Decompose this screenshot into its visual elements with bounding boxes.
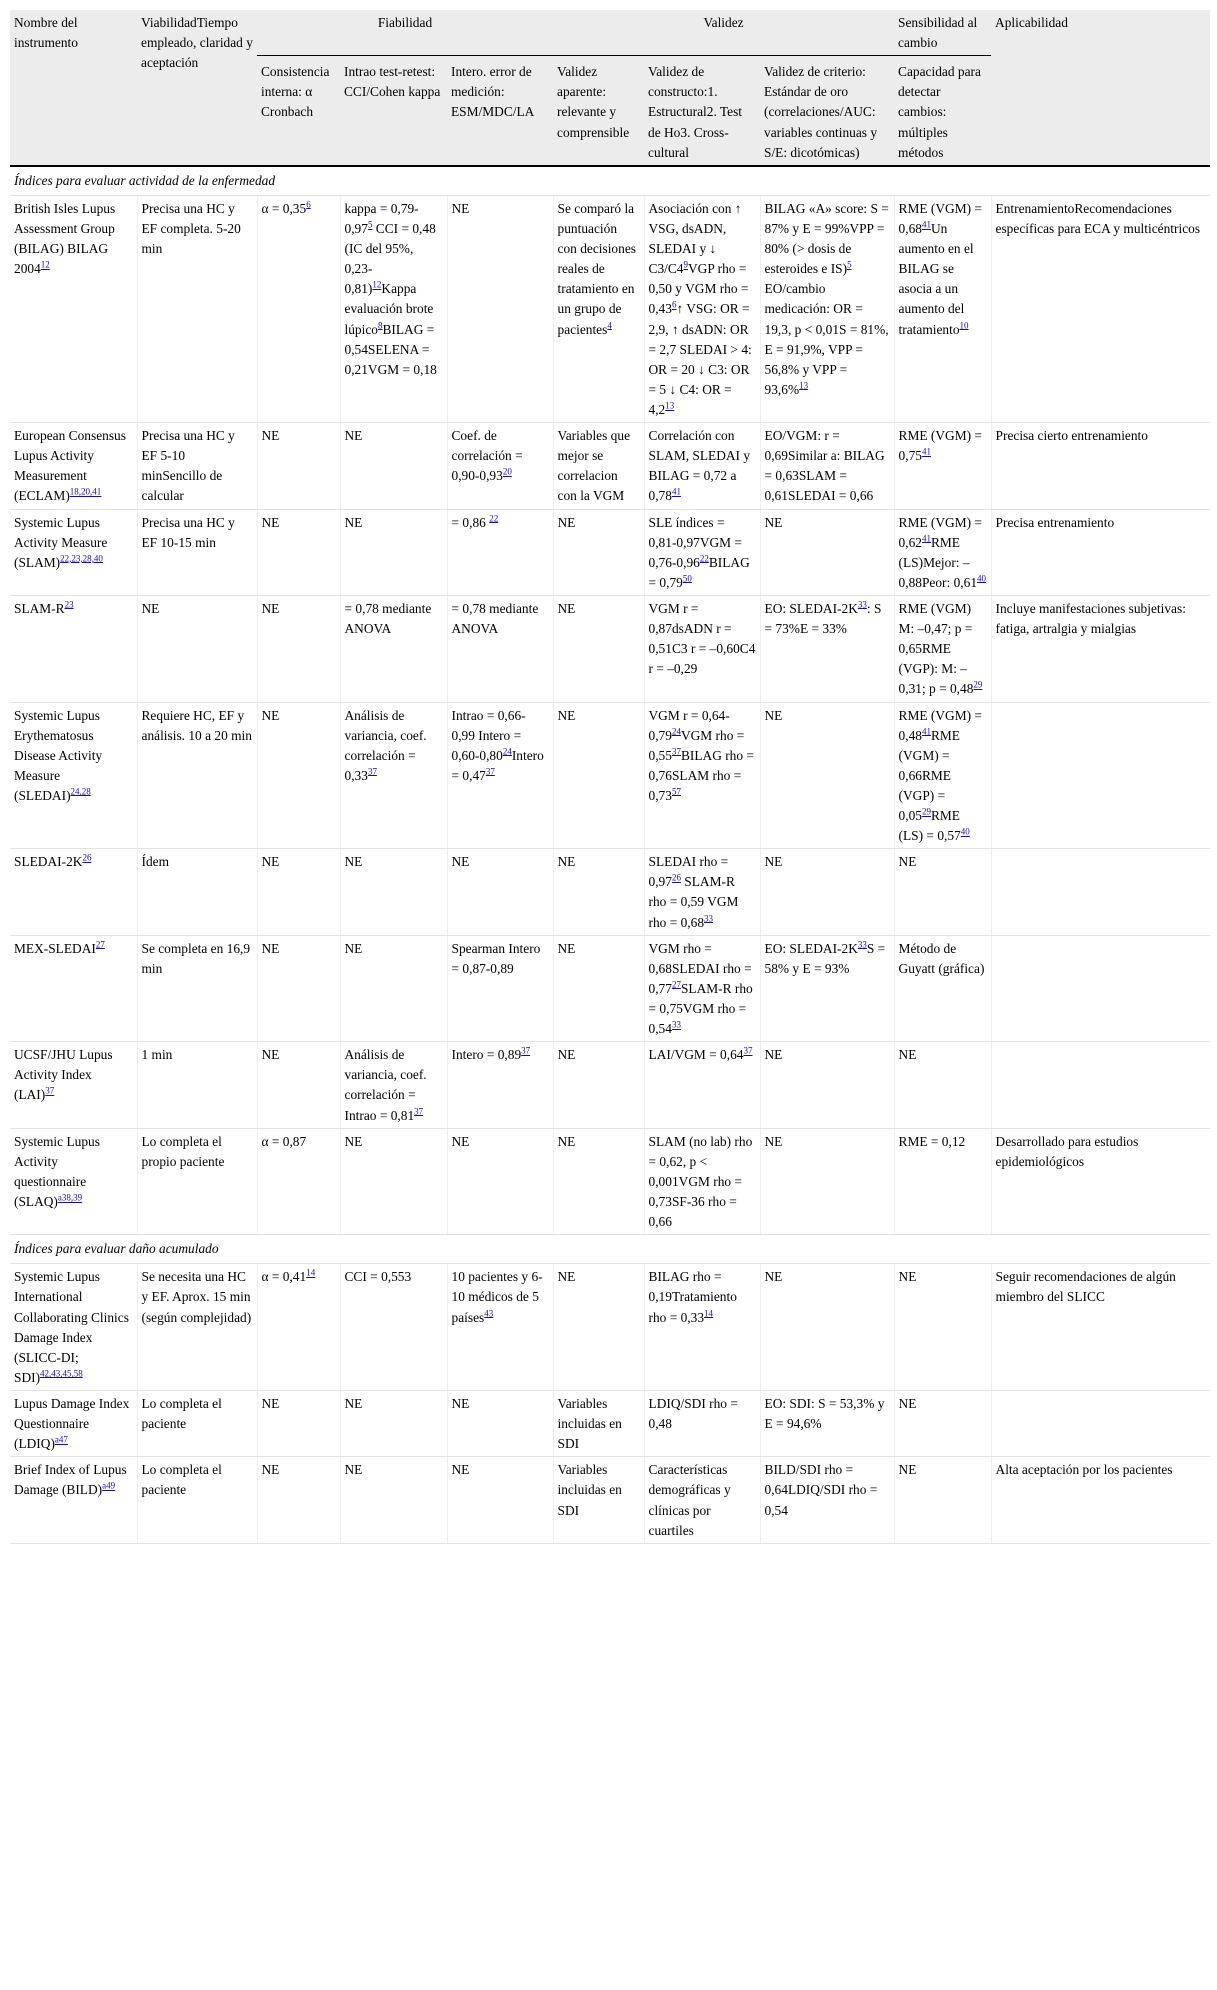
cell-validez-aparente: Variables incluidas en SDI — [553, 1457, 644, 1543]
cell-text: SLAM-R rho = 0,59 VGM rho = 0,68 — [648, 874, 739, 930]
col-header-constructo: Validez de constructo:1. Estructural2. Test de Ho3. Cross-cultural — [644, 56, 760, 166]
col-header-intero: Intero. error de medición: ESM/MDC/LA — [447, 56, 553, 166]
reference-link[interactable]: 41 — [921, 219, 931, 230]
table-row — [10, 1264, 1210, 1391]
reference-link[interactable]: 5 — [367, 219, 373, 230]
cell-instrument-name — [10, 423, 137, 509]
cell-sensibilidad: NE — [894, 849, 991, 935]
cell-validez-criterio: NE — [760, 702, 894, 849]
reference-link[interactable]: 37 — [743, 1045, 753, 1056]
cell-instrument-name — [10, 1264, 137, 1391]
col-header-aplicabilidad: Aplicabilidad — [991, 10, 1210, 166]
cell-aplicabilidad — [991, 1042, 1210, 1128]
cell-text: Intrao = 0,66-0,99 Intero = 0,60-0,80 — [451, 707, 526, 763]
table-row — [10, 195, 1210, 422]
cell-text: MEX-SLEDAI — [14, 940, 96, 956]
cell-aplicabilidad: Seguir recomendaciones de algún miembro del SLICC — [991, 1264, 1210, 1391]
table-row — [10, 1391, 1210, 1457]
col-header-intrao: Intrao test-retest: CCI/Cohen kappa — [340, 56, 447, 166]
cell-consistencia: NE — [257, 595, 340, 702]
cell-text: CCI = 0,48 (IC del 95%, 0,23-0,81) — [344, 220, 436, 297]
cell-validez-criterio — [760, 595, 894, 702]
cell-text: SLEDAI-2K — [14, 854, 83, 870]
cell-validez-constructo: Características demográficas y clínicas por cuartiles — [644, 1457, 760, 1543]
reference-link[interactable]: 5 — [847, 259, 852, 270]
cell-text: British Isles Lupus Assessment Group (BILAG) BILAG 2004 — [14, 200, 116, 277]
cell-text: Lupus Damage Index Questionnaire (LDIQ) — [14, 1396, 130, 1452]
table-row — [10, 1457, 1210, 1543]
cell-text: kappa = 0,79-0,97 — [344, 200, 419, 236]
reference-link[interactable]: 37 — [414, 1106, 424, 1117]
cell-text: VGM rho = 0,68SLEDAI rho = 0,77 — [648, 940, 752, 996]
cell-validez-aparente: NE — [553, 1128, 644, 1235]
cell-instrument-name — [10, 702, 137, 849]
cell-validez-aparente: NE — [553, 1042, 644, 1128]
cell-validez-constructo — [644, 935, 760, 1042]
col-header-criterio: Validez de criterio: Estándar de oro (correlaciones/AUC: variables continuas y S/E: dicotómicas) — [760, 56, 894, 166]
cell-validez-criterio: NE — [760, 509, 894, 595]
cell-aplicabilidad: Desarrollado para estudios epidemiológicos — [991, 1128, 1210, 1235]
cell-intero: NE — [447, 1391, 553, 1457]
cell-aplicabilidad: Precisa cierto entrenamiento — [991, 423, 1210, 509]
cell-text: EO: SLEDAI-2K — [764, 600, 858, 616]
cell-text: ↑ VSG: OR = 2,9, ↑ dsADN: OR = 2,7 SLEDAI > 4: OR = 20 ↓ C3: OR = 5 ↓ C4: OR = 4,2 — [648, 301, 752, 417]
col-header-sensibilidad: Sensibilidad al cambio — [894, 10, 991, 56]
col-header-fiabilidad: Fiabilidad — [257, 10, 553, 56]
cell-viabilidad: Precisa una HC y EF 5-10 minSencillo de calcular — [137, 423, 257, 509]
cell-viabilidad: NE — [137, 595, 257, 702]
cell-aplicabilidad — [991, 849, 1210, 935]
cell-consistencia: NE — [257, 1457, 340, 1543]
cell-text: Coef. de correlación = 0,90-0,93 — [451, 428, 523, 484]
cell-viabilidad: Se necesita una HC y EF. Aprox. 15 min (según complejidad) — [137, 1264, 257, 1391]
cell-sensibilidad: RME = 0,12 — [894, 1128, 991, 1235]
cell-text: RME (VGM) M: –0,47; p = 0,65RME (VGP): M: –0,31; p = 0,48 — [898, 600, 974, 697]
cell-text: Se comparó la puntuación con decisiones reales de tratamiento en un grupo de pacientes — [557, 200, 636, 337]
reference-link[interactable]: 26 — [82, 852, 92, 863]
cell-text: : S = 73%E = 33% — [764, 600, 882, 637]
reference-link[interactable]: 24 — [671, 726, 681, 737]
col-header-consistencia: Consistencia interna: α Cronbach — [257, 56, 340, 166]
cell-text: Análisis de variancia, coef. correlación = Intrao = 0,81 — [344, 1047, 427, 1123]
cell-intrao — [340, 702, 447, 849]
cell-intero — [447, 1042, 553, 1128]
reference-link[interactable]: 33 — [857, 599, 867, 610]
reference-link[interactable]: 26 — [671, 872, 681, 883]
cell-text: Brief Index of Lupus Damage (BILD) — [14, 1462, 127, 1498]
cell-sensibilidad: NE — [894, 1264, 991, 1391]
cell-validez-constructo: SLAM (no lab) rho = 0,62, p < 0,001VGM rho = 0,73SF-36 rho = 0,66 — [644, 1128, 760, 1235]
cell-text: Correlación con SLAM, SLEDAI y BILAG = 0,72 a 0,78 — [648, 428, 751, 504]
section-title: Índices para evaluar actividad de la enfermedad — [10, 166, 1210, 196]
cell-viabilidad: Ídem — [137, 849, 257, 935]
table-row — [10, 702, 1210, 849]
reference-link[interactable]: 23 — [64, 599, 74, 610]
col-header-capacidad: Capacidad para detectar cambios: múltiples métodos — [894, 56, 991, 166]
cell-viabilidad: Precisa una HC y EF 10-15 min — [137, 509, 257, 595]
cell-validez-constructo — [644, 195, 760, 422]
col-header-nombre: Nombre del instrumento — [10, 10, 137, 166]
table-row — [10, 595, 1210, 702]
cell-aplicabilidad: Incluye manifestaciones subjetivas: fatiga, artralgia y mialgias — [991, 595, 1210, 702]
cell-consistencia: NE — [257, 423, 340, 509]
table-row — [10, 849, 1210, 935]
cell-text: SLE índices = 0,81-0,97VGM = 0,76-0,96 — [648, 514, 742, 570]
cell-intrao: NE — [340, 1391, 447, 1457]
cell-instrument-name — [10, 509, 137, 595]
cell-instrument-name — [10, 595, 137, 702]
cell-text: VGM r = 0,64-0,79 — [648, 707, 730, 743]
cell-validez-constructo: VGM r = 0,87dsADN r = 0,51C3 r = –0,60C4 r = –0,29 — [644, 595, 760, 702]
reference-link[interactable]: 50 — [682, 573, 692, 584]
cell-validez-aparente — [553, 195, 644, 422]
cell-text: RME (VGM) = 0,48 — [898, 707, 982, 743]
cell-text: RME (VGM) = 0,66RME (VGP) = 0,05 — [898, 727, 960, 824]
cell-text: α = 0,41 — [261, 1269, 307, 1285]
reference-link[interactable]: 13 — [665, 400, 675, 411]
cell-consistencia: NE — [257, 1391, 340, 1457]
cell-validez-criterio — [760, 195, 894, 422]
table-row — [10, 423, 1210, 509]
cell-intrao: NE — [340, 1457, 447, 1543]
reference-link[interactable]: 33 — [857, 939, 867, 950]
cell-intrao: = 0,78 mediante ANOVA — [340, 595, 447, 702]
cell-text: 10 pacientes y 6-10 médicos de 5 países — [451, 1269, 543, 1325]
reference-link[interactable]: 6 — [306, 199, 311, 210]
table-row — [10, 1042, 1210, 1128]
cell-text: Systemic Lupus Activity questionnaire (SLAQ) — [14, 1133, 100, 1210]
cell-viabilidad: Precisa una HC y EF completa. 5-20 min — [137, 195, 257, 422]
cell-text: EO: SLEDAI-2K — [764, 940, 858, 956]
reference-link[interactable]: 41 — [921, 726, 931, 737]
section-row-actividad — [10, 166, 1210, 196]
cell-consistencia — [257, 195, 340, 422]
cell-aplicabilidad — [991, 935, 1210, 1042]
reference-link[interactable]: 37 — [521, 1045, 531, 1056]
cell-validez-criterio: EO/VGM: r = 0,69Similar a: BILAG = 0,63SLAM = 0,61SLEDAI = 0,66 — [760, 423, 894, 509]
cell-intero: NE — [447, 1128, 553, 1235]
cell-validez-constructo — [644, 1264, 760, 1391]
cell-validez-constructo: LDIQ/SDI rho = 0,48 — [644, 1391, 760, 1457]
col-header-validez: Validez — [553, 10, 894, 56]
cell-text: RME (LS) = 0,57 — [898, 808, 961, 844]
cell-sensibilidad — [894, 509, 991, 595]
cell-viabilidad: 1 min — [137, 1042, 257, 1128]
cell-consistencia: NE — [257, 849, 340, 935]
cell-text: RME (VGM) = 0,75 — [898, 428, 982, 464]
cell-aplicabilidad — [991, 1391, 1210, 1457]
reference-link[interactable]: 12 — [372, 279, 382, 290]
cell-text: SLAM-R — [14, 600, 65, 616]
cell-text: LAI/VGM = 0,64 — [648, 1047, 744, 1063]
cell-intrao: NE — [340, 1128, 447, 1235]
cell-text: Asociación con ↑ VSG, dsADN, SLEDAI y ↓ C3/C4 — [648, 200, 742, 277]
reference-link[interactable]: 22 — [489, 513, 499, 524]
cell-intero: NE — [447, 195, 553, 422]
cell-sensibilidad: Método de Guyatt (gráfica) — [894, 935, 991, 1042]
cell-intero — [447, 702, 553, 849]
cell-validez-constructo — [644, 702, 760, 849]
cell-sensibilidad: NE — [894, 1457, 991, 1543]
table-row — [10, 935, 1210, 1042]
reference-link[interactable]: 41 — [921, 533, 931, 544]
cell-consistencia: NE — [257, 509, 340, 595]
reference-link[interactable]: 8 — [377, 320, 383, 331]
cell-text: RME (LS)Mejor: –0,88Peor: 0,61 — [898, 534, 978, 590]
reference-link[interactable]: 42,43,45,58 — [40, 1368, 83, 1379]
reference-link[interactable]: a49 — [102, 1480, 116, 1491]
reference-link[interactable]: 43 — [484, 1308, 494, 1319]
reference-link[interactable]: 14 — [306, 1267, 316, 1278]
reference-link[interactable]: 37 — [367, 766, 377, 777]
reference-link[interactable]: 13 — [799, 380, 809, 391]
cell-intrao: NE — [340, 509, 447, 595]
reference-link[interactable]: 6 — [671, 299, 677, 310]
cell-validez-criterio: BILD/SDI rho = 0,64LDIQ/SDI rho = 0,54 — [760, 1457, 894, 1543]
cell-validez-criterio: NE — [760, 1264, 894, 1391]
header-row-1 — [10, 10, 1210, 56]
cell-text: BILAG rho = 0,19Tratamiento rho = 0,33 — [648, 1269, 737, 1325]
cell-text: VGP rho = 0,50 y VGM rho = 0,43 — [648, 261, 749, 317]
reference-link[interactable]: 9 — [683, 259, 688, 270]
section-title: Índices para evaluar daño acumulado — [10, 1235, 1210, 1264]
cell-validez-constructo — [644, 509, 760, 595]
reference-link[interactable]: 20 — [502, 466, 512, 477]
reference-link[interactable]: a47 — [54, 1434, 68, 1445]
cell-viabilidad: Se completa en 16,9 min — [137, 935, 257, 1042]
cell-validez-criterio: NE — [760, 1042, 894, 1128]
cell-intrao: CCI = 0,553 — [340, 1264, 447, 1391]
cell-intero: NE — [447, 1457, 553, 1543]
cell-consistencia: NE — [257, 1042, 340, 1128]
cell-intrao — [340, 1042, 447, 1128]
reference-link[interactable]: 12 — [40, 259, 50, 270]
reference-link[interactable]: 29 — [973, 679, 983, 690]
reference-link[interactable]: 33 — [671, 1019, 681, 1030]
cell-intero — [447, 509, 553, 595]
cell-text: EO/cambio medicación: OR = 19,3, p < 0,01S = 81%, E = 91,9%, VPP = 56,8% y VPP = 93,6% — [764, 281, 889, 397]
cell-validez-constructo — [644, 423, 760, 509]
cell-viabilidad: Requiere HC, EF y análisis. 10 a 20 min — [137, 702, 257, 849]
reference-link[interactable]: 37 — [485, 766, 495, 777]
table-row — [10, 1128, 1210, 1235]
cell-intero: = 0,78 mediante ANOVA — [447, 595, 553, 702]
reference-link[interactable]: 33 — [704, 913, 714, 924]
cell-text: VGM rho = 0,55 — [648, 727, 745, 763]
cell-text: Systemic Lupus Activity Measure (SLAM) — [14, 514, 108, 570]
cell-sensibilidad — [894, 595, 991, 702]
cell-intero: Spearman Intero = 0,87-0,89 — [447, 935, 553, 1042]
reference-link[interactable]: 14 — [704, 1308, 714, 1319]
cell-text: Intero = 0,89 — [451, 1047, 522, 1063]
cell-intero — [447, 1264, 553, 1391]
cell-consistencia: NE — [257, 702, 340, 849]
reference-link[interactable]: 10 — [959, 320, 969, 331]
reference-link[interactable]: 27 — [671, 979, 681, 990]
cell-aplicabilidad — [991, 702, 1210, 849]
cell-sensibilidad — [894, 423, 991, 509]
cell-aplicabilidad: Precisa entrenamiento — [991, 509, 1210, 595]
cell-intero: NE — [447, 849, 553, 935]
reference-link[interactable]: 4 — [607, 320, 612, 331]
cell-text: = 0,86 — [451, 514, 490, 530]
cell-viabilidad: Lo completa el propio paciente — [137, 1128, 257, 1235]
reference-link[interactable]: 37 — [45, 1086, 55, 1096]
cell-validez-aparente: NE — [553, 1264, 644, 1391]
cell-viabilidad: Lo completa el paciente — [137, 1457, 257, 1543]
cell-instrument-name — [10, 195, 137, 422]
cell-validez-criterio: NE — [760, 849, 894, 935]
reference-link[interactable]: 37 — [671, 746, 681, 757]
reference-link[interactable]: 41 — [921, 446, 931, 457]
cell-validez-criterio — [760, 935, 894, 1042]
cell-validez-aparente: Variables incluidas en SDI — [553, 1391, 644, 1457]
cell-instrument-name — [10, 1128, 137, 1235]
col-header-viabilidad: ViabilidadTiempo empleado, claridad y aceptación — [137, 10, 257, 166]
cell-text: S = 58% y E = 93% — [764, 940, 886, 976]
cell-instrument-name — [10, 935, 137, 1042]
cell-sensibilidad: NE — [894, 1042, 991, 1128]
cell-text: Análisis de variancia, coef. correlación = 0,33 — [344, 707, 427, 783]
table-container — [10, 10, 1210, 1544]
cell-text: RME (VGM) = 0,62 — [898, 514, 982, 550]
reference-link[interactable]: 29 — [921, 806, 931, 817]
cell-text: Systemic Lupus International Collaborating Clinics Damage Index (SLICC-DI; SDI) — [14, 1269, 129, 1385]
reference-link[interactable]: 18,20,41 — [69, 486, 102, 497]
cell-validez-aparente: Variables que mejor se correlacion con la VGM — [553, 423, 644, 509]
cell-aplicabilidad: Alta aceptación por los pacientes — [991, 1457, 1210, 1543]
cell-validez-criterio: NE — [760, 1128, 894, 1235]
cell-intrao: NE — [340, 849, 447, 935]
reference-link[interactable]: 57 — [671, 786, 681, 797]
cell-text: BILAG rho = 0,76SLAM rho = 0,73 — [648, 747, 754, 803]
reference-link[interactable]: 22,23,28,40 — [60, 553, 103, 564]
cell-validez-aparente: NE — [553, 702, 644, 849]
reference-link[interactable]: 40 — [960, 826, 970, 837]
cell-text: European Consensus Lupus Activity Measurement (ECLAM) — [14, 428, 126, 504]
reference-link[interactable]: 27 — [95, 939, 105, 950]
cell-text: Intero = 0,47 — [451, 747, 544, 783]
cell-validez-constructo — [644, 1042, 760, 1128]
cell-text: BILAG «A» score: S = 87% y E = 99%VPP = 80% (> dosis de esteroides e IS) — [764, 200, 889, 277]
cell-consistencia: α = 0,87 — [257, 1128, 340, 1235]
cell-intrao — [340, 195, 447, 422]
cell-validez-aparente: NE — [553, 935, 644, 1042]
cell-sensibilidad: NE — [894, 1391, 991, 1457]
cell-aplicabilidad: EntrenamientoRecomendaciones específicas para ECA y multicéntricos — [991, 195, 1210, 422]
cell-text: BILAG = 0,54SELENA = 0,21VGM = 0,18 — [344, 321, 437, 377]
reference-link[interactable]: 24 — [502, 746, 512, 757]
reference-link[interactable]: 40 — [977, 573, 987, 584]
cell-sensibilidad — [894, 195, 991, 422]
instrument-comparison-table — [10, 10, 1210, 1544]
cell-text: UCSF/JHU Lupus Activity Index (LAI) — [14, 1047, 113, 1103]
reference-link[interactable]: a38,39 — [57, 1192, 83, 1203]
cell-text: Un aumento en el BILAG se asocia a un aumento del tratamiento — [898, 220, 974, 337]
cell-text: SLEDAI rho = 0,97 — [648, 854, 729, 890]
cell-instrument-name — [10, 1042, 137, 1128]
cell-text: α = 0,35 — [261, 200, 307, 216]
cell-consistencia — [257, 1264, 340, 1391]
table-row — [10, 509, 1210, 595]
cell-validez-constructo — [644, 849, 760, 935]
cell-intero — [447, 423, 553, 509]
cell-validez-aparente: NE — [553, 595, 644, 702]
col-header-aparente: Validez aparente: relevante y comprensible — [553, 56, 644, 166]
cell-validez-aparente: NE — [553, 849, 644, 935]
cell-intrao: NE — [340, 935, 447, 1042]
cell-consistencia: NE — [257, 935, 340, 1042]
cell-text: Systemic Lupus Erythematosus Disease Activity Measure (SLEDAI) — [14, 707, 103, 803]
cell-intrao: NE — [340, 423, 447, 509]
cell-text: BILAG = 0,79 — [648, 554, 750, 590]
section-row-dano — [10, 1235, 1210, 1264]
reference-link[interactable]: 24,28 — [70, 786, 91, 797]
cell-text: SLAM-R rho = 0,75VGM rho = 0,54 — [648, 980, 753, 1037]
cell-text: Kappa evaluación brote lúpico — [344, 281, 434, 337]
cell-instrument-name — [10, 849, 137, 935]
cell-instrument-name — [10, 1457, 137, 1543]
reference-link[interactable]: 41 — [671, 486, 681, 497]
cell-validez-aparente: NE — [553, 509, 644, 595]
cell-viabilidad: Lo completa el paciente — [137, 1391, 257, 1457]
cell-text: RME (VGM) = 0,68 — [898, 200, 982, 236]
cell-validez-criterio: EO: SDI: S = 53,3% y E = 94,6% — [760, 1391, 894, 1457]
reference-link[interactable]: 22 — [699, 553, 709, 564]
cell-sensibilidad — [894, 702, 991, 849]
cell-instrument-name — [10, 1391, 137, 1457]
